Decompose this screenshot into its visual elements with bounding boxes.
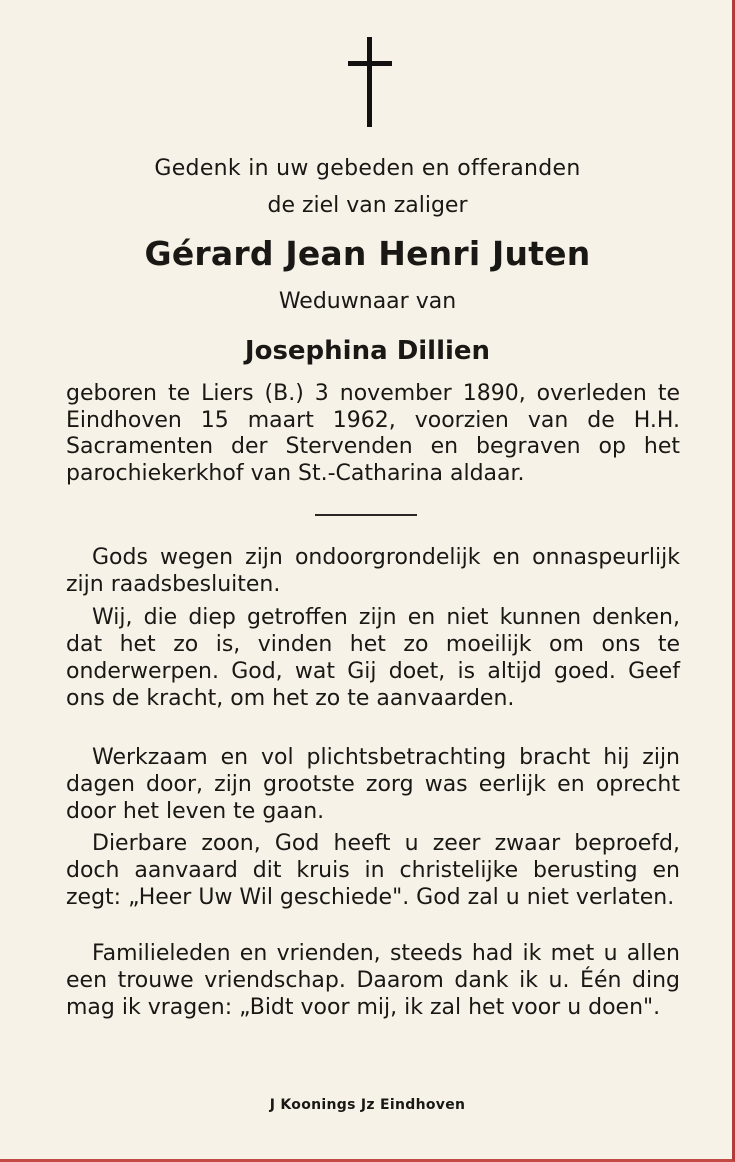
printer-credit: J Koonings Jz Eindhoven [269,1097,466,1113]
spouse-name: Josephina Dillien [244,336,491,366]
paragraph-3: Werkzaam en vol plichtsbetrachting bracht hij zijn dagen door, zijn grootste zorg was eerlijk en oprecht door het leven te gaan. [66,745,680,824]
biography: geboren te Liers (B.) 3 november 1890, overleden te Eindhoven 15 maart 1962, voorzien van de H.H. Sacramenten der Stervenden en begraven op het parochiekerkhof van St.-Catharina aldaar. [66,381,680,486]
intro-line-1: Gedenk in uw gebeden en offeranden [154,156,581,181]
cross-icon [348,37,392,127]
divider [315,514,417,516]
paragraph-5: Familieleden en vrienden, steeds had ik met u allen een trouwe vriendschap. Daarom dank ik u. Één ding mag ik vragen: „Bidt voor mij, ik zal het voor u doen". [66,941,680,1020]
deceased-name: Gérard Jean Henri Juten [144,234,591,273]
paragraph-2: Wij, die diep getroffen zijn en niet kunnen denken, dat het zo is, vinden het zo moeilijk om ons te onderwerpen. God, wat Gij doet, is altijd goed. Geef ons de kracht, om het zo te aanvaarden. [66,605,680,711]
paragraph-4: Dierbare zoon, God heeft u zeer zwaar beproefd, doch aanvaard dit kruis in christelijke berusting en zegt: „Heer Uw Wil geschiede". God zal u niet verlaten. [66,831,680,910]
relation-label: Weduwnaar van [278,289,457,314]
intro-line-2: de ziel van zaliger [267,193,468,218]
paragraph-1: Gods wegen zijn ondoorgrondelijk en onnaspeurlijk zijn raadsbesluiten. [66,545,680,597]
